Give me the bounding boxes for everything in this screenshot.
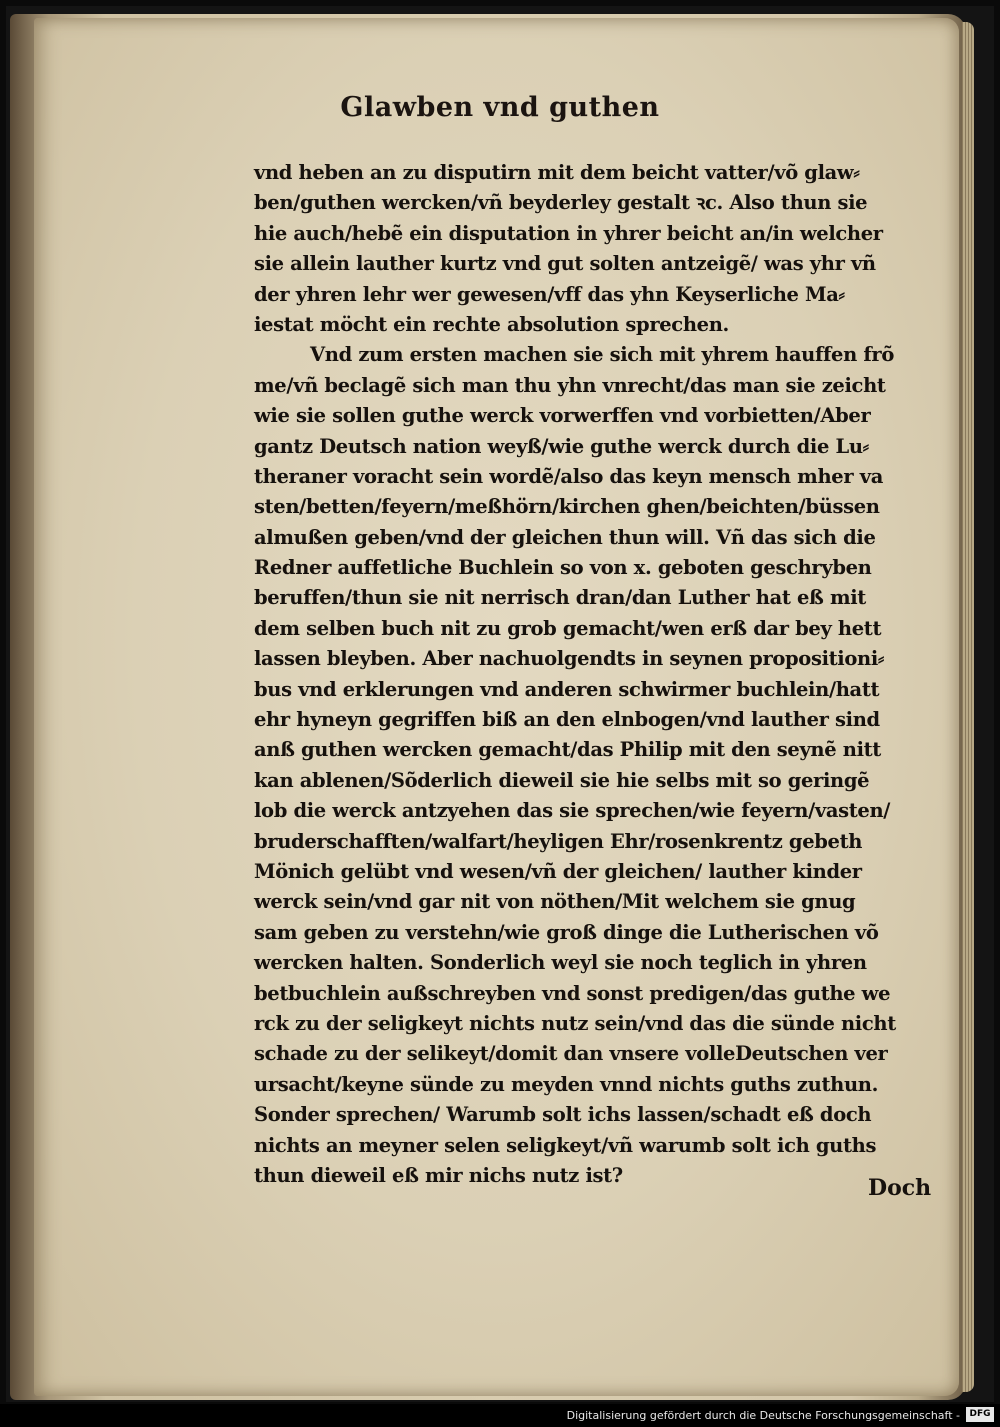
text-line: dem selben buch nit zu grob gemacht/wen erß dar bey hett (254, 616, 882, 640)
text-line: lob die werck antzyehen das sie sprechen/wie feyern/vasten/ (254, 799, 891, 823)
text-line: me/vñ beclagẽ sich man thu yhn vnrecht/das man sie zeicht (254, 373, 886, 397)
text-line: almußen geben/vnd der gleichen thun will. Vñ das sich die (254, 525, 876, 549)
page-edges (962, 22, 974, 1392)
text-line: rck zu der seligkeyt nichts nutz sein/vnd das die sünde nicht (254, 1011, 896, 1035)
dfg-logo-icon: DFG (966, 1407, 994, 1422)
text-line: vnd heben an zu disputirn mit dem beicht vatter/võ glaw⸗ (254, 161, 860, 184)
text-line: Mönich gelübt vnd wesen/vñ der gleichen/ lauther kinder (254, 859, 862, 883)
text-line: nichts an meyner selen seligkeyt/vñ warumb solt ich guths (254, 1133, 877, 1157)
running-head: Glawben vnd guthen (340, 92, 660, 123)
text-line: werck sein/vnd gar nit von nöthen/Mit welchem sie gnug (254, 890, 856, 914)
text-line: wie sie sollen guthe werck vorwerffen vnd vorbietten/Aber (254, 404, 871, 428)
funding-credit: Digitalisierung gefördert durch die Deutsche Forschungsgemeinschaft - (566, 1409, 960, 1422)
text-line: iestat möcht ein rechte absolution sprechen. (254, 312, 729, 336)
text-line: schade zu der selikeyt/domit dan vnsere volleDeutschen ver (254, 1042, 888, 1066)
text-block (254, 158, 944, 1191)
text-line: beruffen/thun sie nit nerrisch dran/dan Luther hat eß mit (254, 586, 866, 610)
text-line: Redner auffetliche Buchlein so von x. geboten geschryben (254, 556, 872, 580)
text-line: anß guthen wercken gemacht/das Philip mit den seynẽ nitt (254, 738, 881, 762)
text-line: betbuchlein außschreyben vnd sonst predigen/das guthe we (254, 981, 891, 1005)
text-line: hie auch/hebẽ ein disputation in yhrer beicht an/in welcher (254, 221, 883, 245)
text-line: ehr hyneyn gegriffen biß an den elnbogen/vnd lauther sind (254, 708, 880, 732)
text-line: ben/guthen wercken/vñ beyderley gestalt ꝛc. Also thun sie (254, 191, 868, 215)
text-line: sie allein lauther kurtz vnd gut solten antzeigẽ/ was yhr vñ (254, 252, 876, 276)
text-line: Sonder sprechen/ Warumb solt ichs lassen/schadt eß doch (254, 1103, 872, 1127)
text-line: lassen bleyben. Aber nachuolgendts in seynen propositioni⸗ (254, 647, 885, 671)
text-line: der yhren lehr wer gewesen/vff das yhn Keyserliche Ma⸗ (254, 282, 845, 306)
text-line: sam geben zu verstehn/wie groß dinge die Lutherischen võ (254, 920, 879, 944)
text-line: bus vnd erklerungen vnd anderen schwirmer buchlein/hatt (254, 677, 880, 701)
text-line: kan ablenen/Sõderlich dieweil sie hie selbs mit so geringẽ (254, 768, 870, 792)
text-line: wercken halten. Sonderlich weyl sie noch teglich in yhren (254, 951, 867, 975)
text-line: sten/betten/feyern/meßhörn/kirchen ghen/beichten/büssen (254, 495, 880, 519)
text-line: theraner voracht sein wordẽ/also das keyn mensch mher va (254, 464, 883, 488)
text-line: gantz Deutsch nation weyß/wie guthe werck durch die Lu⸗ (254, 434, 869, 458)
text-line: thun dieweil eß mir nichs nutz ist? (254, 1163, 623, 1187)
text-line: bruderschafften/walfart/heyligen Ehr/rosenkrentz gebeth (254, 829, 863, 853)
paragraph-start-line: Vnd zum ersten machen sie sich mit yhrem hauffen frõ (310, 343, 894, 367)
catchword: Doch (868, 1175, 932, 1201)
text-line: ursacht/keyne sünde zu meyden vnnd nichts guths zuthun. (254, 1072, 879, 1096)
